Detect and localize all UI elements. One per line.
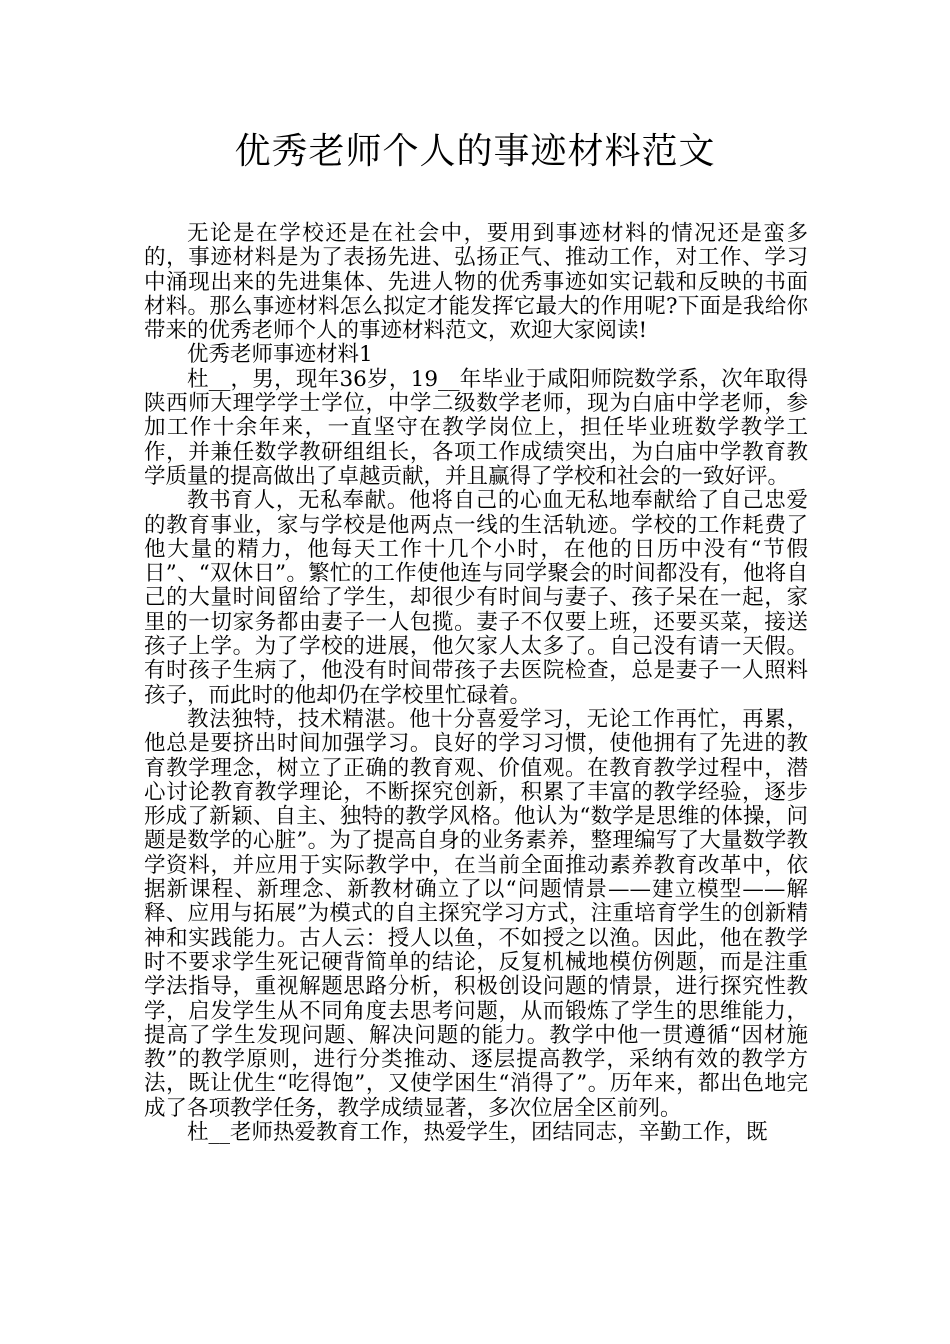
body-paragraph: 教书育人，无私奉献。他将自己的心血无私地奉献给了自己忠爱的教育事业，家与学校是他两点一线的生活轨迹。学校的工作耗费了他大量的精力，他每天工作十几个小时，在他的日历中没有“节假日”、“双休日”。繁忙的工作使他连与同学聚会的时间都没有，他将自己的大量时间留给了学生，却很少有时间与妻子、孩子呆在一起，家里的一切家务都由妻子一人包揽。妻子不仅要上班，还要买菜，接送孩子上学。为了学校的进展，他欠家人太多了。自己没有请一天假。有时孩子生病了，他没有时间带孩子去医院检查，总是妻子一人照料孩子，而此时的他却仍在学校里忙碌着。 bbox=[144, 488, 808, 708]
document-title: 优秀老师个人的事迹材料范文 bbox=[234, 131, 716, 172]
body-paragraph: 教法独特，技术精湛。他十分喜爱学习，无论工作再忙，再累，他总是要挤出时间加强学习。良好的学习习惯，使他拥有了先进的教育教学理念，树立了正确的教育观、价值观。在教育教学过程中，潜心讨论教育教学理论，不断探究创新，积累了丰富的教学经验，逐步形成了新颖、自主、独特的教学风格。他认为“数学是思维的体操，问题是数学的心脏”。为了提高自身的业务素养，整理编写了大量数学教学资料，并应用于实际教学中，在当前全面推动素养教育改革中，依据新课程、新理念、新教材确立了以“问题情景——建立模型——解释、应用与拓展”为模式的自主探究学习方式，注重培育学生的创新精神和实践能力。古人云：授人以鱼，不如授之以渔。因此，他在教学时不要求学生死记硬背简单的结论，反复机械地模仿例题，而是注重学法指导，重视解题思路分析，积极创设问题的情景，进行探究性教学，启发学生从不同角度去思考问题，从而锻炼了学生的思维能力，提高了学生发现问题、解决问题的能力。教学中他一贯遵循“因材施教”的教学原则，进行分类推动、逐层提高教学，采纳有效的教学方法，既让优生“吃得饱”，又使学困生“消得了”。历年来，都出色地完成了各项教学任务，教学成绩显著，多次位居全区前列。 bbox=[144, 706, 809, 1121]
intro-paragraph: 无论是在学校还是在社会中，要用到事迹材料的情况还是蛮多的，事迹材料是为了表扬先进、弘扬正气、推动工作，对工作、学习中涌现出来的先进集体、先进人物的优秀事迹如实记载和反映的书面材料。那么事迹材料怎么拟定才能发挥它最大的作用呢?下面是我给你带来的优秀老师个人的事迹材料范文，欢迎大家阅读! bbox=[144, 221, 808, 344]
body-paragraph: 杜__，男，现年36岁，19__年毕业于咸阳师院数学系，次年取得陕西师大理学学士学位，中学二级数学老师，现为白庙中学老师，参加工作十余年来，一直坚守在教学岗位上，担任毕业班数学教学工作，并兼任数学教研组组长，各项工作成绩突出，为白庙中学教育教学质量的提高做出了卓越贡献，并且赢得了学校和社会的一致好评。 bbox=[144, 366, 808, 489]
document-body bbox=[144, 222, 808, 1145]
section-heading: 优秀老师事迹材料1 bbox=[187, 342, 373, 368]
body-paragraph: 杜__老师热爱教育工作，热爱学生，团结同志，辛勤工作，既 bbox=[187, 1119, 768, 1145]
